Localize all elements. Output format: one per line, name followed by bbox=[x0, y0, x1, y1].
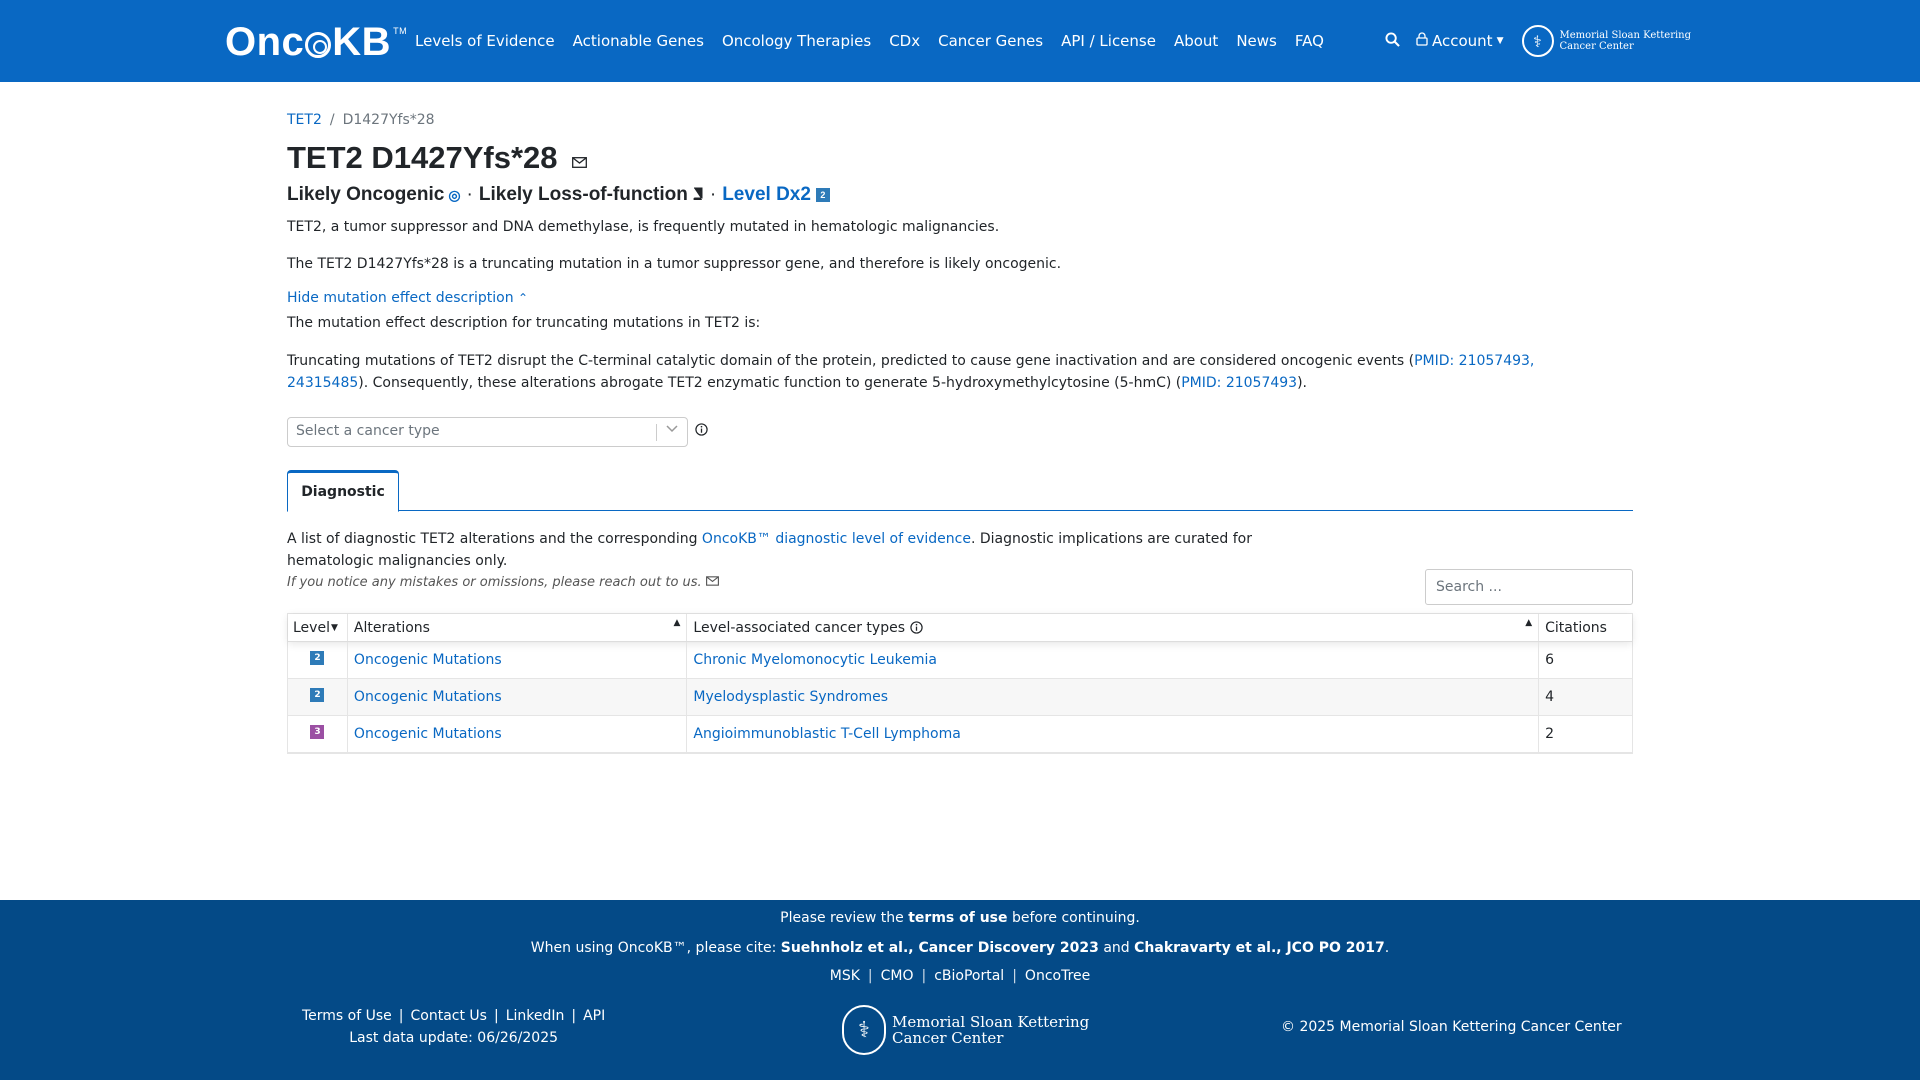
citation-count[interactable]: 6 bbox=[1545, 652, 1555, 668]
variant-summary: The TET2 D1427Yfs*28 is a truncating mutation in a tumor suppressor gene, and therefore is likely oncogenic. bbox=[287, 256, 1062, 272]
partner-link-msk[interactable]: MSK bbox=[829, 968, 860, 984]
brand-prefix: Onc bbox=[225, 20, 305, 64]
effect-text-part3: ). bbox=[1297, 375, 1308, 391]
citation-count[interactable]: 4 bbox=[1545, 689, 1555, 705]
header-cancer-types-label: Level-associated cancer types bbox=[693, 619, 906, 636]
feedback-note-text: If you notice any mistakes or omissions, please reach out to us. bbox=[287, 575, 702, 590]
citation-link-2[interactable]: Chakravarty et al., JCO PO 2017 bbox=[1134, 940, 1385, 956]
footer-links bbox=[302, 1008, 605, 1024]
cancer-type-placeholder: Select a cancer type bbox=[296, 423, 440, 439]
sort-down-icon: ▼ bbox=[330, 622, 338, 633]
footer-left bbox=[302, 1008, 605, 1046]
nav-cancer-genes[interactable]: Cancer Genes bbox=[938, 32, 1044, 50]
partner-link-oncotree[interactable]: OncoTree bbox=[1024, 968, 1091, 984]
footer bbox=[0, 900, 1920, 1080]
row-citations bbox=[1539, 716, 1632, 752]
header-level-label: Level bbox=[293, 619, 330, 636]
separator: | bbox=[1012, 968, 1017, 984]
last-data-update: Last data update: 06/26/2025 bbox=[349, 1030, 559, 1046]
caret-down-icon: ▼ bbox=[1496, 36, 1504, 46]
row-level bbox=[288, 716, 348, 752]
mutation-effect-intro: The mutation effect description for truncating mutations in TET2 is: bbox=[287, 315, 761, 331]
row-alteration bbox=[348, 716, 688, 752]
chevron-up-circle-icon: ⌃ bbox=[518, 291, 529, 305]
header-alterations[interactable] bbox=[348, 614, 688, 641]
msk-logo-line2: Cancer Center bbox=[1559, 41, 1634, 52]
sort-up-icon: ▲ bbox=[1525, 618, 1533, 628]
oncogenicity-label: Likely Oncogenic bbox=[287, 184, 445, 205]
trademark: TM bbox=[393, 26, 408, 36]
citation-count[interactable]: 2 bbox=[1545, 726, 1555, 742]
header-cancer-types[interactable] bbox=[687, 614, 1539, 641]
terms-notice-part2: before continuing. bbox=[1007, 910, 1140, 926]
level-badge-icon: 2 bbox=[310, 651, 324, 665]
row-citations bbox=[1539, 642, 1632, 678]
citation-notice-prefix: When using OncoKB™, please cite: bbox=[530, 940, 781, 956]
envelope-icon[interactable] bbox=[706, 575, 719, 590]
level-badge-icon: 2 bbox=[310, 688, 324, 702]
nav-cdx[interactable]: CDx bbox=[889, 32, 921, 50]
search-icon[interactable] bbox=[1385, 32, 1400, 51]
partner-link-cbioportal[interactable]: cBioPortal bbox=[934, 968, 1005, 984]
gene-summary: TET2, a tumor suppressor and DNA demethylase, is frequently mutated in hematologic malignancies. bbox=[287, 219, 1000, 235]
effect-text-part2: ). Consequently, these alterations abrogate TET2 enzymatic function to generate 5-hydroxymethylcytosine (5-hmC) ( bbox=[358, 375, 1182, 391]
separator: | bbox=[921, 968, 927, 984]
diagnostic-desc-part2: . Diagnostic implications are curated for hematologic malignancies only. bbox=[287, 531, 1252, 569]
msk-logo-text bbox=[892, 1014, 1089, 1046]
table-row bbox=[288, 716, 1632, 753]
citation-and: and bbox=[1098, 940, 1135, 956]
level-badge-icon: 2 bbox=[816, 188, 830, 202]
chevron-down-icon[interactable] bbox=[666, 422, 678, 436]
footer-linkedin-link[interactable]: LinkedIn bbox=[505, 1008, 565, 1024]
page-title-text: TET2 D1427Yfs*28 bbox=[287, 140, 558, 175]
breadcrumb-gene-link[interactable]: TET2 bbox=[287, 112, 322, 128]
nav-about[interactable]: About bbox=[1173, 32, 1219, 50]
table-search-box bbox=[1425, 569, 1633, 605]
separator: | bbox=[867, 968, 873, 984]
partner-link-cmo[interactable]: CMO bbox=[880, 968, 914, 984]
mutation-effect-label: Likely Loss-of-function bbox=[478, 184, 688, 205]
diagnostic-level-link[interactable]: OncoKB™ diagnostic level of evidence bbox=[701, 531, 971, 547]
separator: | bbox=[571, 1008, 577, 1024]
msk-logo-text bbox=[1560, 30, 1692, 52]
row-level bbox=[288, 642, 348, 678]
footer-api-link[interactable]: API bbox=[583, 1008, 606, 1024]
terms-of-use-link[interactable]: terms of use bbox=[908, 910, 1008, 926]
oncogenic-target-icon: ◎ bbox=[448, 186, 461, 203]
msk-emblem-icon: ⚕ bbox=[842, 1005, 886, 1055]
footer-terms-link[interactable]: Terms of Use bbox=[302, 1008, 392, 1024]
nav-faq[interactable]: FAQ bbox=[1294, 32, 1324, 50]
msk-logo-line1: Memorial Sloan Kettering bbox=[1559, 30, 1692, 41]
brand-suffix: KB bbox=[332, 20, 392, 64]
diagnostic-desc-part1: A list of diagnostic TET2 alterations and the corresponding bbox=[287, 531, 702, 547]
alteration-link[interactable]: Oncogenic Mutations bbox=[353, 689, 502, 705]
select-divider bbox=[656, 424, 657, 441]
lock-icon bbox=[1416, 32, 1428, 50]
diagnostic-table bbox=[287, 613, 1633, 754]
terms-notice-part1: Please review the bbox=[780, 910, 909, 926]
table-header bbox=[288, 614, 1632, 642]
row-cancer-type bbox=[687, 679, 1539, 715]
account-label: Account bbox=[1432, 32, 1493, 50]
copyright: © 2025 Memorial Sloan Kettering Cancer Center bbox=[1281, 1019, 1622, 1035]
msk-emblem-icon: ⚕ bbox=[1522, 25, 1554, 57]
tab-diagnostic[interactable]: Diagnostic bbox=[287, 470, 399, 512]
header-citations-label: Citations bbox=[1545, 619, 1607, 636]
citation-end: . bbox=[1384, 940, 1390, 956]
info-icon[interactable] bbox=[910, 621, 923, 634]
sort-up-icon: ▲ bbox=[673, 618, 681, 628]
partner-links bbox=[0, 968, 1920, 984]
hide-mutation-effect-link[interactable] bbox=[287, 290, 528, 306]
row-citations bbox=[1539, 679, 1632, 715]
alteration-link[interactable]: Oncogenic Mutations bbox=[353, 652, 502, 668]
cancer-type-link[interactable]: Angioimmunoblastic T-Cell Lymphoma bbox=[693, 726, 961, 742]
hide-link-text: Hide mutation effect description bbox=[287, 290, 514, 306]
row-level bbox=[288, 679, 348, 715]
nav-api-license[interactable]: API / License bbox=[1061, 32, 1156, 50]
nav-news[interactable]: News bbox=[1236, 32, 1277, 50]
breadcrumb-current: D1427Yfs*28 bbox=[342, 112, 435, 128]
page-title bbox=[287, 140, 587, 176]
header-citations[interactable] bbox=[1539, 614, 1632, 641]
account-dropdown[interactable] bbox=[1416, 32, 1504, 50]
tab-bar bbox=[287, 470, 1633, 511]
info-icon[interactable] bbox=[695, 423, 708, 440]
separator: | bbox=[398, 1008, 404, 1024]
brand-o-icon bbox=[305, 32, 331, 58]
nav-levels-of-evidence[interactable]: Levels of Evidence bbox=[415, 32, 555, 50]
cancer-type-link[interactable]: Myelodysplastic Syndromes bbox=[693, 689, 888, 705]
header-alterations-label: Alterations bbox=[353, 619, 430, 636]
separator: | bbox=[493, 1008, 499, 1024]
msk-logo-line2: Cancer Center bbox=[892, 1029, 1004, 1047]
nav-actionable-genes[interactable]: Actionable Genes bbox=[572, 32, 704, 50]
nav-oncology-therapies[interactable]: Oncology Therapies bbox=[721, 32, 872, 50]
table-row bbox=[288, 642, 1632, 679]
top-navbar bbox=[0, 0, 1920, 82]
level-badge-icon: 3 bbox=[310, 725, 324, 739]
alteration-link[interactable]: Oncogenic Mutations bbox=[353, 726, 502, 742]
row-alteration bbox=[348, 679, 688, 715]
book-icon bbox=[692, 187, 704, 203]
terms-notice bbox=[0, 910, 1920, 926]
cancer-type-link[interactable]: Chronic Myelomonocytic Leukemia bbox=[693, 652, 937, 668]
pmid-link-1[interactable]: PMID: 21057493, 24315485 bbox=[287, 353, 1535, 391]
cancer-type-select[interactable] bbox=[287, 417, 688, 447]
footer-contact-link[interactable]: Contact Us bbox=[410, 1008, 487, 1024]
row-cancer-type bbox=[687, 642, 1539, 678]
msk-logo-line1: Memorial Sloan Kettering bbox=[892, 1013, 1090, 1031]
feedback-note bbox=[287, 575, 719, 590]
pmid-link-2[interactable]: PMID: 21057493 bbox=[1181, 375, 1298, 391]
msk-logo[interactable] bbox=[1522, 25, 1692, 57]
breadcrumb-separator: / bbox=[329, 112, 335, 128]
oncokb-logo[interactable] bbox=[225, 22, 407, 62]
separator-dot: · bbox=[709, 184, 717, 205]
envelope-icon[interactable] bbox=[572, 155, 587, 172]
diagnostic-description bbox=[287, 528, 1317, 572]
separator-dot: · bbox=[466, 184, 473, 205]
nav-right bbox=[1385, 0, 1691, 82]
header-level[interactable] bbox=[288, 614, 348, 641]
breadcrumb bbox=[287, 112, 435, 128]
level-dx2-link[interactable]: Level Dx2 bbox=[722, 184, 811, 205]
row-alteration bbox=[348, 642, 688, 678]
footer-msk-logo[interactable] bbox=[842, 1005, 1089, 1055]
variant-summary-line bbox=[287, 184, 830, 206]
effect-text-part1: Truncating mutations of TET2 disrupt the C-terminal catalytic domain of the protein, predicted to cause gene inactivation and are considered oncogenic events ( bbox=[287, 353, 1415, 369]
table-row bbox=[288, 679, 1632, 716]
nav-links bbox=[415, 0, 1342, 82]
citation-link-1[interactable]: Suehnholz et al., Cancer Discovery 2023 bbox=[780, 940, 1099, 956]
table-search-input[interactable] bbox=[1426, 570, 1632, 604]
row-cancer-type bbox=[687, 716, 1539, 752]
citation-notice bbox=[0, 940, 1920, 956]
mutation-effect-description bbox=[287, 350, 1607, 394]
